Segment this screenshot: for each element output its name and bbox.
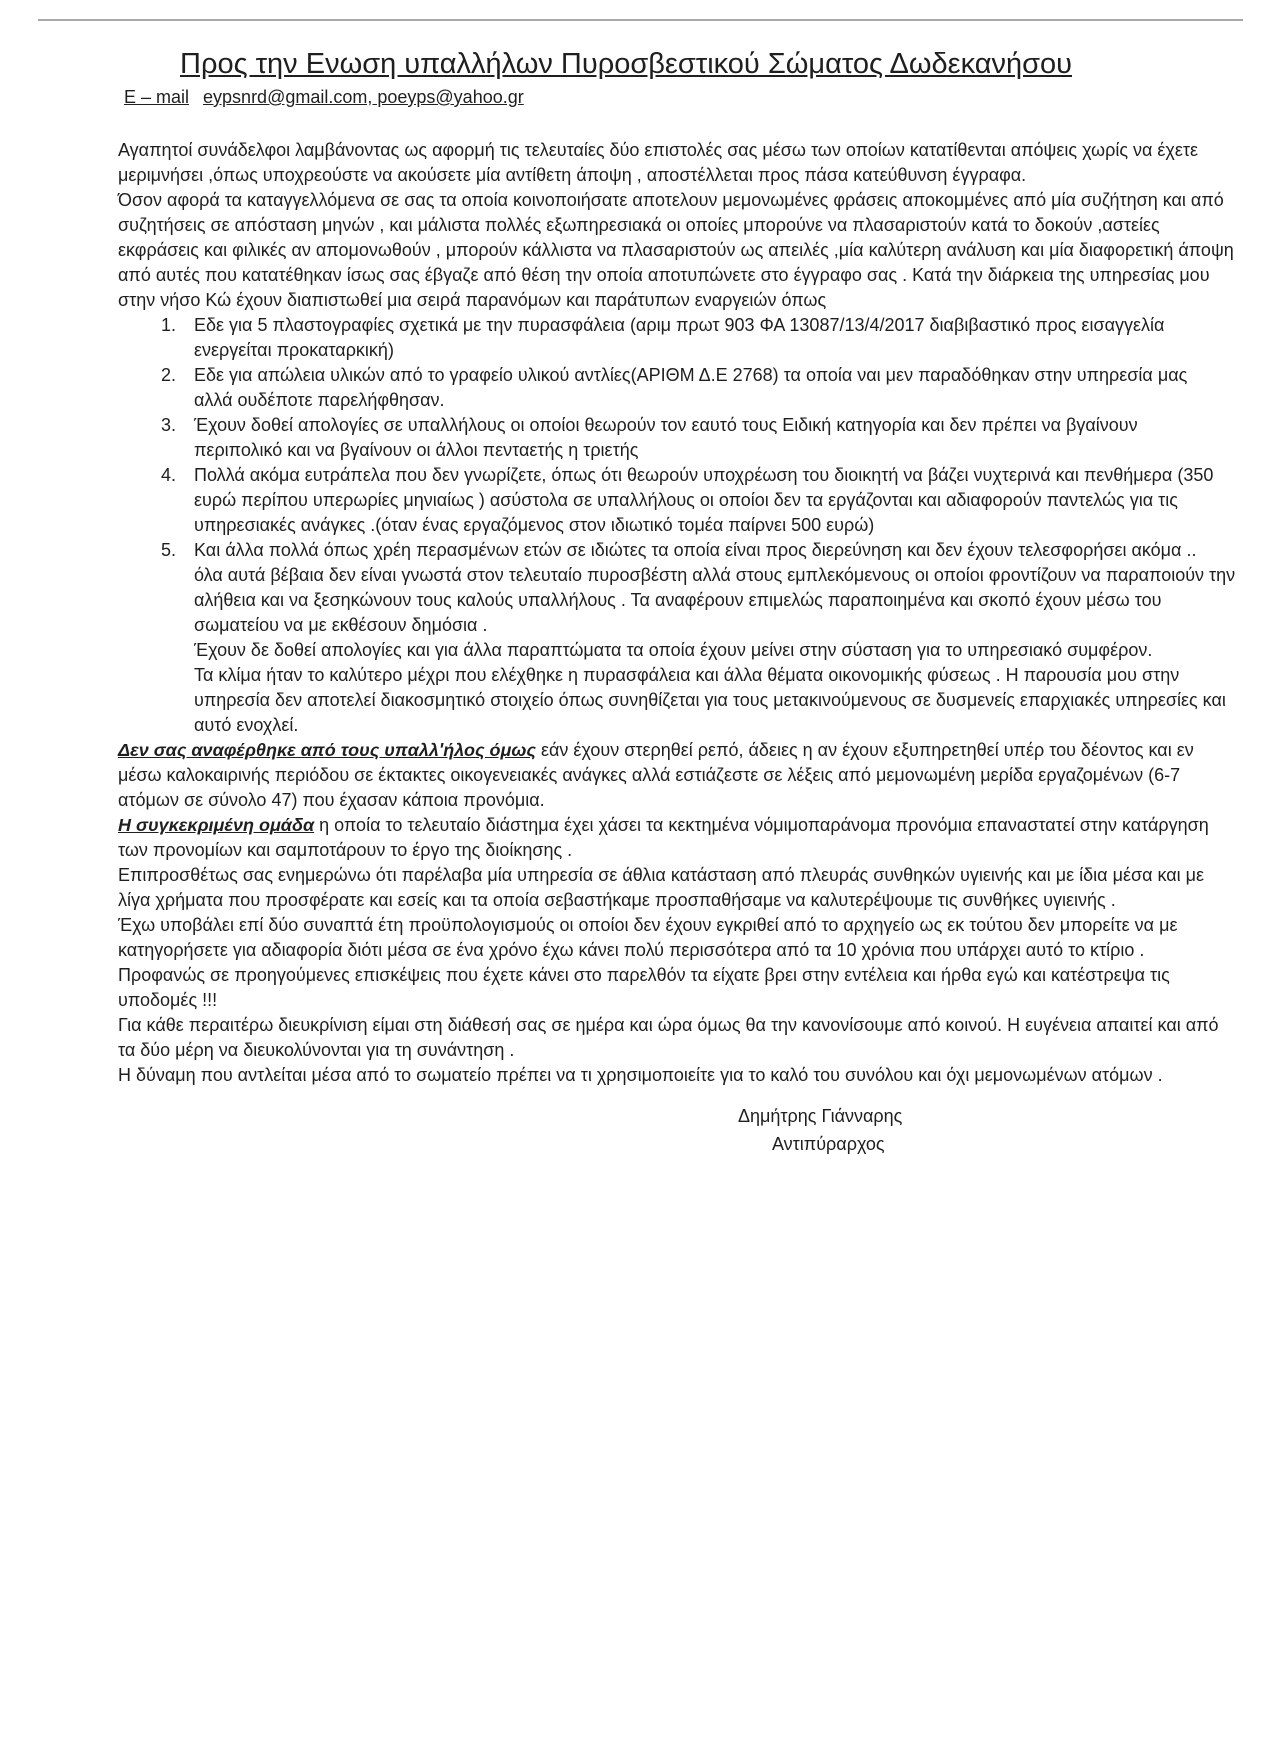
email-label: E – mail (124, 87, 190, 107)
closing-paragraph-5: Η δύναμη που αντλείται μέσα από το σωματείο πρέπει να τι χρησιμοποιείτε για το καλό του συνόλου και όχι μεμονωμένων ατόμων . (118, 1065, 1163, 1085)
signature-name: Δημήτρης Γιάνναρης (738, 1106, 903, 1126)
sub-paragraph-2: Έχουν δε δοθεί απολογίες και για άλλα παραπτώματα τα οποία έχουν μείνει στην σύσταση για το υπηρεσιακό συμφέρον. (194, 640, 1153, 660)
list-number: 3. (160, 415, 176, 435)
closing-paragraph-4: Για κάθε περαιτέρω διευκρίνιση είμαι στη διάθεσή σας σε ημέρα και ώρα όμως θα την κανονίσουμε από κοινού. Η ευγένεια απαιτεί και από τα δύο μέρη να διευκολύνονται για τη συνάντηση . (118, 1015, 1219, 1060)
letter-body (118, 138, 1236, 1158)
sub-paragraph-3: Τα κλίμα ήταν το καλύτερο μέχρι που ελέχθηκε η πυρασφάλεια και άλλα θέματα οικονομικής φύσεως . Η παρουσία μου στην υπηρεσία δεν αποτελεί διακοσμητικό στοιχείο όπως συνηθίζεται για τους μετακινούμενους σε δυσμενείς επαρχιακές υπηρεσίες και αυτό ενοχλεί. (194, 665, 1226, 735)
closing-paragraph-3: Προφανώς σε προηγούμενες επισκέψεις που έχετε κάνει στο παρελθόν τα είχατε βρει στην εντέλεια και ήρθα εγώ και κατέστρεψα τις υποδομές !!! (118, 965, 1170, 1010)
list-item (118, 538, 1236, 563)
sub-paragraph-1: όλα αυτά βέβαια δεν είναι γνωστά στον τελευταίο πυροσβέστη αλλά στους εμπλεκόμενους οι οποίοι φροντίζουν να παραποιούν την αλήθεια και να ξεσηκώνουν τους καλούς υπαλλήλους . Τα αναφέρουν επιμελώς παραποιημένα και σκοπό έχουν μέσω του σωματείου να με εκθέσουν δημόσια . (194, 565, 1236, 635)
emphasis-paragraph-text: η οποία το τελευταίο διάστημα έχει χάσει τα κεκτημένα νόμιμοπαράνομα προνόμια επαναστατεί στην κατάργηση των προνομίων και σαμποτάρουν το έργο της διοίκησης . (118, 815, 1209, 860)
list-item (118, 313, 1236, 363)
closing-paragraph-2: Έχω υποβάλει επί δύο συναπτά έτη προϋπολογισμούς οι οποίοι δεν έχουν εγκριθεί από το αρχηγείο ως εκ τούτου δεν μπορείτε να με κατηγορήσετε για αδιαφορία διότι μέσα σε ένα χρόνο έχω κάνει πολύ περισσότερα από τα 10 χρόνια που υπάρχει αυτό το κτίριο . (118, 915, 1178, 960)
list-number: 1. (160, 315, 176, 335)
list-text: Έχουν δοθεί απολογίες σε υπαλλήλους οι οποίοι θεωρούν τον εαυτό τους Ειδική κατηγορία και δεν πρέπει να βγαίνουν περιπολικό και να βγαίνουν οι άλλοι πενταετής η τριετής (194, 415, 1138, 460)
list-item (118, 363, 1236, 413)
closing-paragraph-1: Επιπροσθέτως σας ενημερώνω ότι παρέλαβα μία υπηρεσία σε άθλια κατάσταση από πλευράς συνθηκών υγιεινής και με ίδια μέσα και με λίγα χρήματα που προσφέρατε και εσείς και τα οποία σεβαστήκαμε προσπαθήσαμε να καλυτερέψουμε τις συνθήκες υγιεινής . (118, 865, 1205, 910)
emphasis-phrase: Η συγκεκριμένη ομάδα (118, 815, 315, 835)
letter (118, 44, 1236, 1158)
emphasis-phrase: Δεν σας αναφέρθηκε από τους υπαλλ'ήλος όμως (118, 740, 536, 760)
intro-paragraph-1: Αγαπητοί συνάδελφοι λαμβάνοντας ως αφορμή τις τελευταίες δύο επιστολές σας μέσω των οποίων κατατίθενται απόψεις χωρίς να έχετε μεριμνήσει ,όπως υποχρεούστε να ακούσετε μία αντίθετη άποψη , αποστέλλεται προς πάσα κατεύθυνση έγγραφα. (118, 140, 1199, 185)
list-item (118, 413, 1236, 463)
email-addresses: eypsnrd@gmail.com, poeyps@yahoo.gr (203, 87, 524, 107)
list-text: Πολλά ακόμα ευτράπελα που δεν γνωρίζετε, όπως ότι θεωρούν υποχρέωση του διοικητή να βάζει νυχτερινά και πενθήμερα (350 ευρώ περίπου υπερωρίες μηνιαίως ) ασύστολα σε υπαλλήλους οι οποίοι δεν τα εργάζονται και αδιαφορούν παντελώς για τις υπηρεσιακές ανάγκες .(όταν ένας εργαζόμενος στον ιδιωτικό τομέα παίρνει 500 ευρώ) (194, 465, 1214, 535)
emphasis-paragraph-2 (118, 813, 1236, 863)
letter-title: Προς την Ενωση υπαλλήλων Πυροσβεστικού Σώματος Δωδεκανήσου (180, 48, 1073, 80)
numbered-list (118, 313, 1236, 563)
list-number: 4. (160, 465, 176, 485)
emphasis-paragraph-text: εάν έχουν στερηθεί ρεπό, άδειες η αν έχουν εξυπηρετηθεί υπέρ του δέοντος και εν μέσω καλοκαιρινής περιόδου σε έκτακτες οικογενειακές ανάγκες αλλά εστιάζεστε σε λέξεις από μεμονωμένη μερίδα εργαζομένων (6-7 ατόμων σε σύνολο 47) που έχασαν κάποια προνόμια. (118, 740, 1194, 810)
intro-paragraph-2: Όσον αφορά τα καταγγελλόμενα σε σας τα οποία κοινοποιήσατε αποτελουν μεμονωμένες φράσεις αποκομμένες από μία συζήτηση και από συζητήσεις σε απόσταση μηνών , και μάλιστα πολλές εξωπηρεσιακά οι οποίες μπορούνε να πλασαριστούν κατά το δοκούν ,αστείες εκφράσεις και φιλικές αν απομονωθούν , μπορούν κάλλιστα να πλασαριστούν ως απειλές ,μία καλύτερη ανάλυση και μία διαφορετική άποψη από αυτές που κατατέθηκαν ίσως σας έβγαζε από θέση την οποία αποτυπώνετε στο έγγραφο σας . Κατά την διάρκεια της υπηρεσίας μου στην νήσο Κώ έχουν διαπιστωθεί μια σειρά παρανόμων και παράτυπων εναργειών όπως (118, 190, 1234, 310)
list-text: Εδε για απώλεια υλικών από το γραφείο υλικού αντλίες(ΑΡΙΘΜ Δ.Ε 2768) τα οποία ναι μεν παραδόθηκαν στην υπηρεσία μας αλλά ουδέποτε παρελήφθησαν. (194, 365, 1188, 410)
signature-block (118, 1102, 1236, 1158)
signature-role: Αντιπύραρχος (772, 1134, 885, 1154)
list-text: Και άλλα πολλά όπως χρέη περασμένων ετών σε ιδιώτες τα οποία είναι προς διερεύνηση και δεν έχουν τελεσφορήσει ακόμα .. (194, 540, 1197, 560)
email-line (124, 84, 1236, 110)
list-text: Εδε για 5 πλαστογραφίες σχετικά με την πυρασφάλεια (αριμ πρωτ 903 ΦΑ 13087/13/4/2017 διαβιβαστικό προς εισαγγελία ενεργείται προκαταρκική) (194, 315, 1165, 360)
list-number: 2. (160, 365, 176, 385)
emphasis-paragraph-1 (118, 738, 1236, 813)
top-scan-line (38, 19, 1243, 21)
list-number: 5. (160, 540, 176, 560)
list-item (118, 463, 1236, 538)
